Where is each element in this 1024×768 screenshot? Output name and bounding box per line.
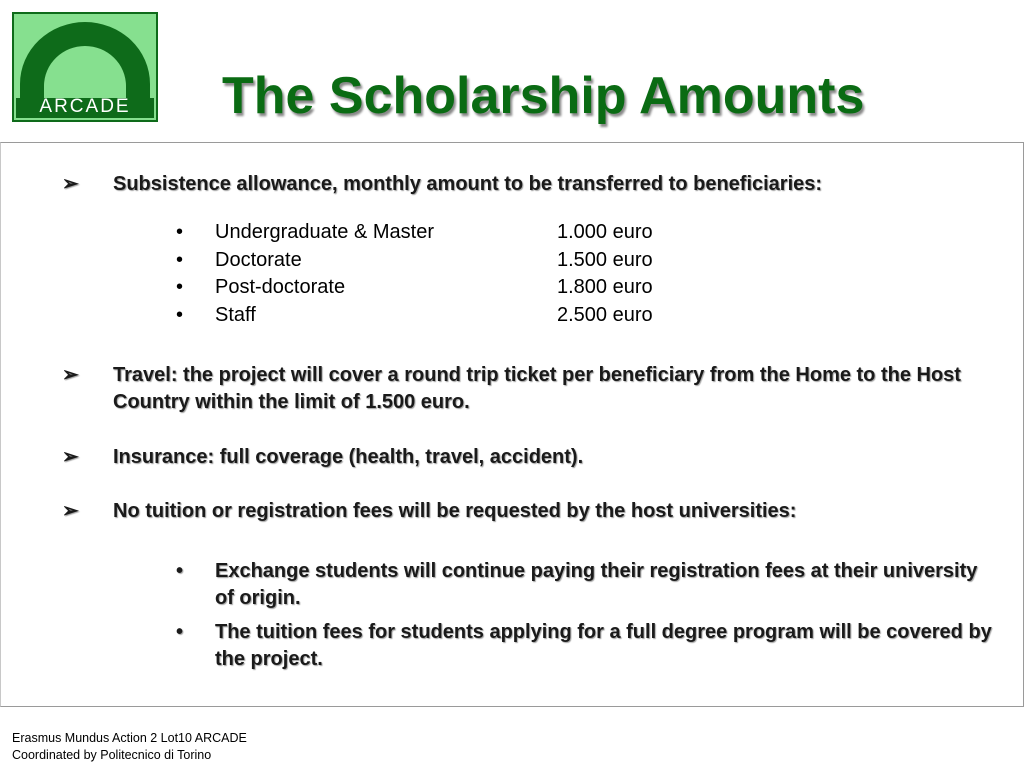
bullet-icon: • <box>176 303 184 326</box>
section-text: Travel: the project will cover a round trip ticket per beneficiary from the Home to the Host Country within the limit of 1.500 euro. <box>113 364 961 413</box>
amount-label: Undergraduate & Master <box>215 221 435 243</box>
amount-value: 2.500 euro <box>557 303 653 326</box>
section-travel <box>62 362 1002 416</box>
fee-note-text: Exchange students will continue paying their registration fees at their university of origin. <box>215 560 978 609</box>
amount-value: 1.500 euro <box>557 248 653 271</box>
bullet-icon: • <box>176 560 184 582</box>
section-text: Subsistence allowance, monthly amount to be transferred to beneficiaries: <box>113 173 823 195</box>
amount-label: Doctorate <box>215 248 302 271</box>
bullet-icon: • <box>176 221 184 243</box>
amount-value: 1.800 euro <box>557 276 653 298</box>
arrow-bullet-icon: ➢ <box>62 446 79 468</box>
footer <box>12 730 247 764</box>
section-fees <box>62 498 1002 525</box>
amount-value: 1.000 euro <box>557 221 653 243</box>
section-insurance <box>62 444 1002 471</box>
footer-line: Coordinated by Politecnico di Torino <box>12 748 212 762</box>
arcade-logo <box>12 12 158 122</box>
fee-note <box>176 619 996 673</box>
arrow-bullet-icon: ➢ <box>62 173 79 195</box>
amount-label: Staff <box>215 303 256 326</box>
arrow-bullet-icon: ➢ <box>62 364 79 386</box>
fee-note <box>176 558 996 612</box>
arrow-bullet-icon: ➢ <box>62 500 79 522</box>
amount-label: Post-doctorate <box>215 276 346 298</box>
logo-text: ARCADE <box>39 96 131 117</box>
bullet-icon: • <box>176 621 184 643</box>
section-text: No tuition or registration fees will be requested by the host universities: <box>113 500 797 522</box>
footer-line: Erasmus Mundus Action 2 Lot10 ARCADE <box>12 731 247 745</box>
bullet-icon: • <box>176 248 184 271</box>
bullet-icon: • <box>176 276 184 298</box>
page-title: The Scholarship Amounts <box>222 67 865 125</box>
section-subsistence <box>62 171 1002 198</box>
fee-note-text: The tuition fees for students applying for a full degree program will be covered by the project. <box>215 621 992 670</box>
section-text: Insurance: full coverage (health, travel, accident). <box>113 446 584 468</box>
